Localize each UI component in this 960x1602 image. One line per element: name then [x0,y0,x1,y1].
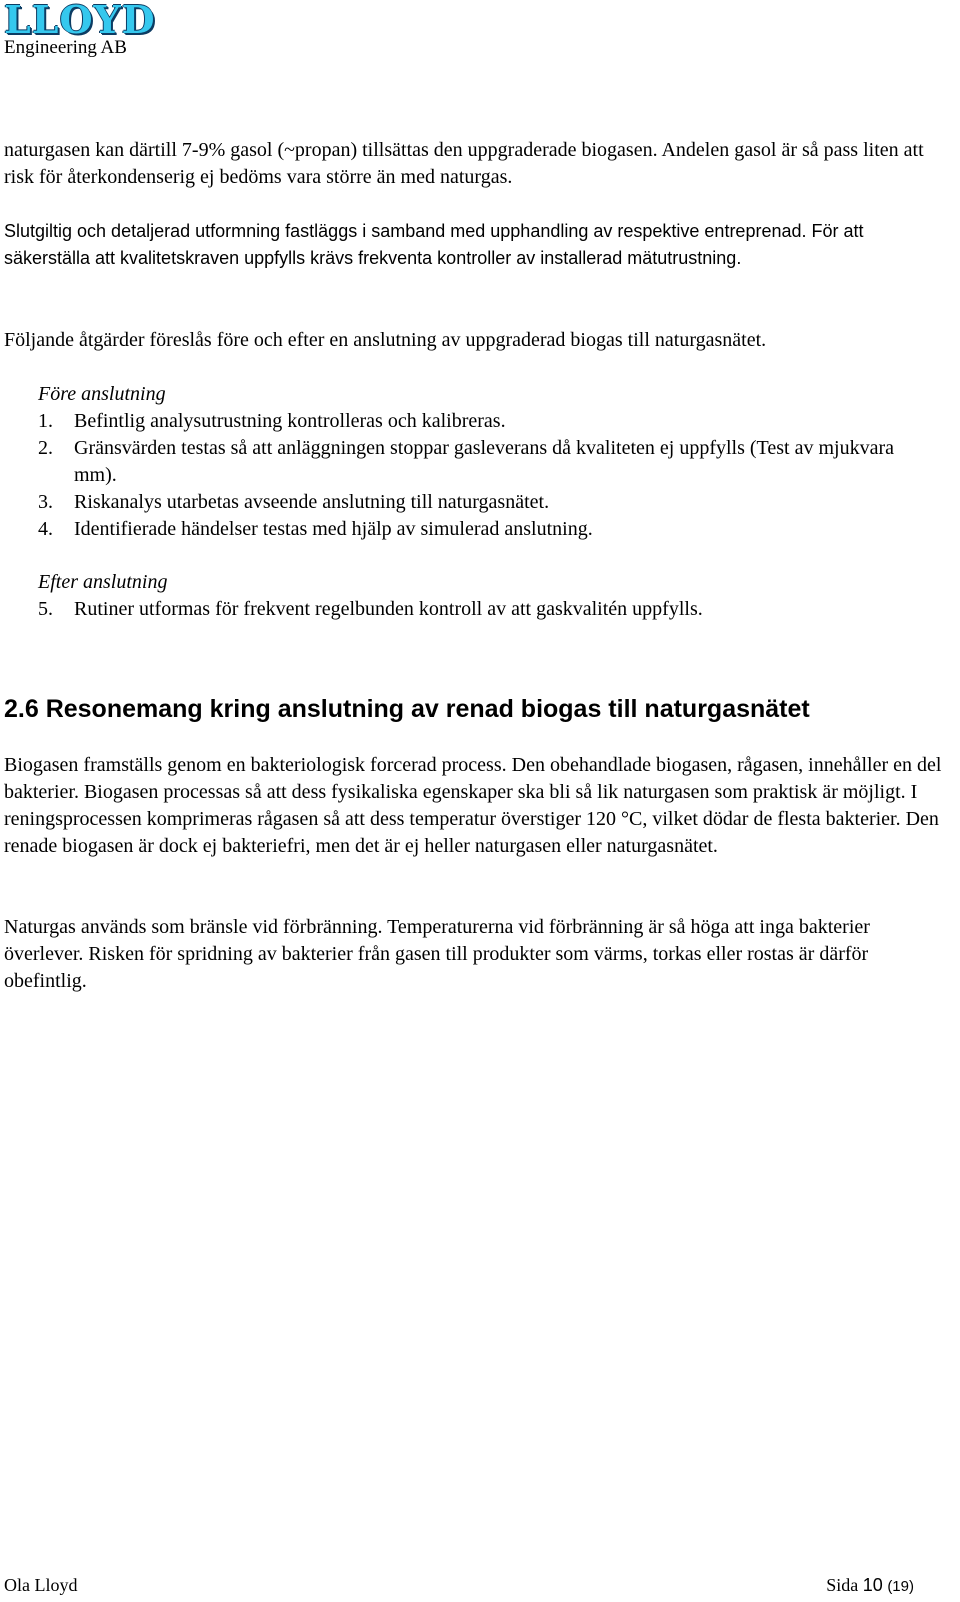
list-item-text: Gränsvärden testas så att anläggningen stoppar gasleverans då kvaliteten ej uppfylls (Test av mjukvara mm). [74,437,894,486]
list-item-number: 2. [38,437,53,459]
list-item-number: 1. [38,410,53,432]
list-item-number: 4. [38,518,53,540]
page-number: 10 [862,1575,883,1595]
list-item-text: Identifierade händelser testas med hjälp av simulerad anslutning. [74,518,593,540]
page-label: Sida [826,1575,859,1595]
section-paragraph-1: Biogasen framställs genom en bakteriologisk forcerad process. Den obehandlade biogasen, rågasen, innehåller en del bakterier. Biogasen processas så att dess fysikaliska egenskaper ska bli så lik naturgasen som praktisk är möjligt. I reningsprocessen komprimeras rågasen så att dess temperatur överstiger 120 °C, vilket dödar de flesta bakterier. Den renade biogasen är dock ej bakteriefri, men det är ej heller naturgasen eller naturgasnätet. [4,754,942,857]
list-item-text: Befintlig analysutrustning kontrolleras och kalibreras. [74,410,506,432]
section-heading: 2.6 Resonemang kring anslutning av renad biogas till naturgasnätet [4,695,810,723]
logo-wordmark: LLOYD [4,0,156,42]
list-item [38,435,938,489]
page-total: (19) [887,1578,914,1595]
list-item [38,596,938,623]
list-item-number: 3. [38,491,53,513]
after-connection-list [38,596,938,623]
section-paragraph-2: Naturgas används som bränsle vid förbränning. Temperaturerna vid förbränning är så höga att inga bakterier överlever. Risken för spridning av bakterier från gasen till produkter som värms, torkas eller rostas är därför obefintlig. [4,916,870,992]
intro-paragraph-1: naturgasen kan därtill 7-9% gasol (~propan) tillsättas den uppgraderade biogasen. Andelen gasol är så pass liten att risk för återkondenserig ej bedöms vara större än med naturgas. [4,139,924,188]
list-item-text: Riskanalys utarbetas avseende anslutning till naturgasnätet. [74,491,550,513]
list-item-text: Rutiner utformas för frekvent regelbunden kontroll av att gaskvalitén uppfylls. [74,598,703,620]
before-connection-title: Före anslutning [38,383,166,405]
intro-paragraph-2: Slutgiltig och detaljerad utformning fastläggs i samband med upphandling av respektive entreprenad. För att säkerställa att kvalitetskraven uppfylls krävs frekventa kontroller av installerad mätutrustning. [4,221,864,268]
footer-author: Ola Lloyd [4,1575,78,1595]
list-item-number: 5. [38,598,53,620]
list-item [38,516,938,543]
footer-page-indicator [826,1573,914,1599]
list-item [38,489,938,516]
before-connection-list [38,408,938,543]
after-connection-title: Efter anslutning [38,571,168,593]
list-item [38,408,938,435]
company-subtitle: Engineering AB [4,37,127,58]
company-logo [4,0,156,58]
intro-paragraph-3: Följande åtgärder föreslås före och efter en anslutning av uppgraderad biogas till naturgasnätet. [4,329,767,351]
